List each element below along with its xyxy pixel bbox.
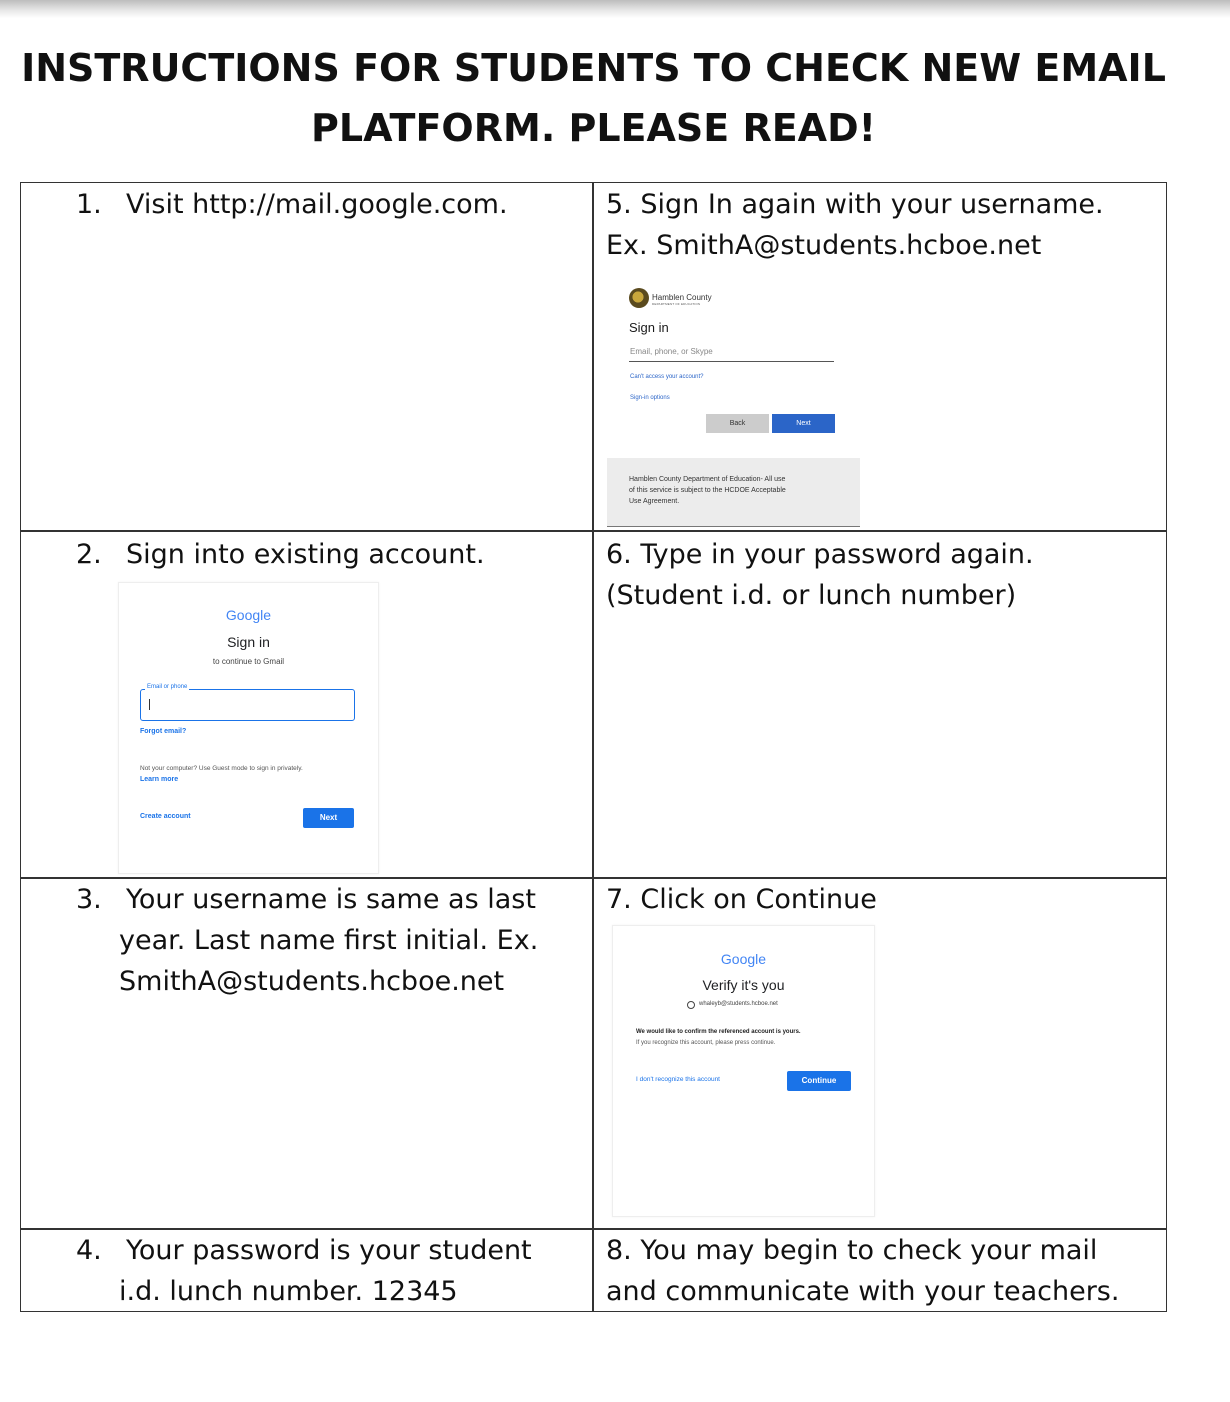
county-seal-icon — [629, 288, 649, 308]
top-shadow — [0, 0, 1230, 18]
step-6 — [606, 534, 1034, 616]
verify-heading: Verify it's you — [702, 977, 785, 993]
title-line-2: PLATFORM. PLEASE READ! — [311, 106, 876, 150]
email-label: Email or phone — [147, 684, 188, 690]
guest-mode-text: Not your computer? Use Guest mode to sign in privately. — [140, 765, 303, 772]
account-icon — [687, 1001, 695, 1009]
ms-footer-line-2: of this service is subject to the HCDOE Acceptable — [629, 487, 786, 494]
cant-access-link[interactable]: Can't access your account? — [630, 374, 704, 380]
step-8-line-1: 8. You may begin to check your mail — [606, 1235, 1098, 1266]
google-logo: Google — [225, 607, 272, 623]
signin-subheading: to continue to Gmail — [212, 657, 285, 666]
signin-options-link[interactable]: Sign-in options — [630, 395, 670, 401]
learn-more-link[interactable]: Learn more — [140, 776, 179, 783]
confirm-bold-text: We would like to confirm the referenced account is yours. — [636, 1029, 801, 1035]
row-divider-1 — [20, 530, 1167, 532]
step-5 — [606, 184, 1104, 266]
step-4-number: 4. — [76, 1235, 102, 1266]
step-7 — [606, 879, 877, 920]
text-cursor — [149, 699, 150, 710]
ms-footer-text — [629, 474, 786, 507]
column-divider — [592, 182, 594, 1312]
dont-recognize-link[interactable]: I don't recognize this account — [636, 1076, 720, 1083]
step-2 — [76, 534, 485, 575]
ms-email-placeholder: Email, phone, or Skype — [630, 347, 713, 356]
step-8-line-2: and communicate with your teachers. — [606, 1276, 1120, 1307]
step-3-line-3: SmithA@students.hcboe.net — [119, 966, 505, 997]
step-5-line-1: 5. Sign In again with your username. — [606, 189, 1104, 220]
create-account-link[interactable]: Create account — [140, 813, 191, 820]
ms-footer — [607, 458, 860, 527]
step-1 — [76, 184, 508, 225]
org-name: Hamblen County — [652, 293, 712, 302]
email-input[interactable] — [140, 689, 355, 721]
step-1-number: 1. — [76, 189, 102, 220]
google-logo: Google — [720, 951, 767, 967]
step-5-line-2: Ex. SmithA@students.hcboe.net — [606, 230, 1042, 261]
google-verify-screenshot — [612, 925, 875, 1217]
step-3-number: 3. — [76, 884, 102, 915]
ms-signin-screenshot — [607, 274, 860, 528]
google-signin-screenshot — [118, 582, 379, 874]
signin-heading: Sign in — [227, 634, 270, 650]
account-email: whaleyb@students.hcboe.net — [699, 1001, 778, 1007]
ms-back-button[interactable]: Back — [706, 414, 769, 433]
forgot-email-link[interactable]: Forgot email? — [140, 728, 187, 735]
next-button[interactable]: Next — [303, 808, 354, 828]
step-3-line-2: year. Last name first initial. Ex. — [119, 925, 539, 956]
page-title — [0, 38, 1187, 158]
step-7-line-1: 7. Click on Continue — [606, 884, 877, 915]
ms-next-button[interactable]: Next — [772, 414, 835, 433]
step-6-line-1: 6. Type in your password again. — [606, 539, 1034, 570]
step-3 — [76, 879, 576, 997]
step-4 — [76, 1230, 576, 1307]
org-subtitle: DEPARTMENT OF EDUCATION — [652, 302, 701, 306]
step-8 — [606, 1230, 1119, 1312]
step-4-line-1: Your password is your student — [126, 1235, 532, 1266]
ms-footer-line-1: Hamblen County Department of Education- All use — [629, 476, 786, 483]
step-2-text: Sign into existing account. — [126, 539, 485, 570]
step-2-number: 2. — [76, 539, 102, 570]
ms-footer-line-3: Use Agreement. — [629, 498, 680, 505]
continue-button[interactable]: Continue — [787, 1071, 851, 1091]
ms-signin-heading: Sign in — [629, 320, 669, 335]
ms-email-input[interactable] — [629, 361, 834, 362]
confirm-text: If you recognize this account, please press continue. — [636, 1040, 776, 1046]
step-4-line-2: i.d. lunch number. 12345 — [119, 1276, 458, 1307]
step-6-line-2: (Student i.d. or lunch number) — [606, 580, 1017, 611]
step-3-line-1: Your username is same as last — [126, 884, 536, 915]
title-line-1: INSTRUCTIONS FOR STUDENTS TO CHECK NEW EMAIL — [21, 46, 1166, 90]
step-1-text: Visit http://mail.google.com. — [126, 189, 508, 220]
